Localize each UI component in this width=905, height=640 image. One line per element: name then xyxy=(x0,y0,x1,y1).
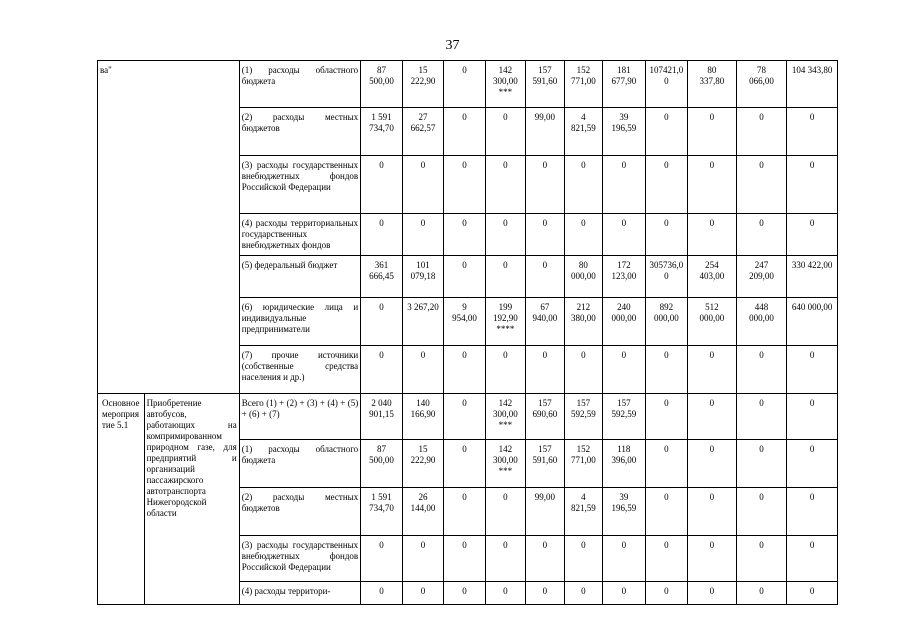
value-cell: 0 xyxy=(402,582,444,605)
funding-source-cell: (3) расходы государственных внебюджетных фондов Российской Федерации xyxy=(239,156,360,214)
value-cell: 199 192,90 **** xyxy=(485,298,525,346)
value-cell: 27 662,57 xyxy=(402,108,444,156)
value-cell: 0 xyxy=(444,440,486,488)
value-cell: 448 000,00 xyxy=(736,298,787,346)
value-cell: 67 940,00 xyxy=(526,298,564,346)
value-cell: 157 591,60 xyxy=(526,61,564,108)
value-cell: 157 591,60 xyxy=(526,440,564,488)
value-cell: 0 xyxy=(485,488,525,536)
value-cell: 0 xyxy=(361,346,403,394)
value-cell: 0 xyxy=(444,256,486,298)
value-cell: 0 xyxy=(688,440,737,488)
value-cell: 0 xyxy=(444,214,486,256)
value-cell: 0 xyxy=(645,488,688,536)
value-cell: 512 000,00 xyxy=(688,298,737,346)
value-cell: 140 166,90 xyxy=(402,394,444,440)
value-cell: 0 xyxy=(361,156,403,214)
value-cell: 107421,0 0 xyxy=(645,61,688,108)
value-cell: 0 xyxy=(688,488,737,536)
value-cell: 0 xyxy=(645,582,688,605)
value-cell: 0 xyxy=(688,394,737,440)
value-cell: 0 xyxy=(645,394,688,440)
value-cell: 0 xyxy=(736,536,787,582)
value-cell: 0 xyxy=(564,156,602,214)
value-cell: 152 771,00 xyxy=(564,61,602,108)
budget-table-body xyxy=(98,61,838,605)
value-cell: 152 771,00 xyxy=(564,440,602,488)
table-row xyxy=(98,394,838,440)
value-cell: 0 xyxy=(787,394,838,440)
value-cell: 0 xyxy=(485,156,525,214)
table-row xyxy=(98,61,838,108)
value-cell: 0 xyxy=(688,214,737,256)
value-cell: 0 xyxy=(603,214,646,256)
value-cell: 0 xyxy=(444,488,486,536)
value-cell: 80 000,00 xyxy=(564,256,602,298)
value-cell: 0 xyxy=(564,346,602,394)
value-cell: 0 xyxy=(526,214,564,256)
funding-source-cell: (5) федеральный бюджет xyxy=(239,256,360,298)
value-cell: 0 xyxy=(645,536,688,582)
value-cell: 172 123,00 xyxy=(603,256,646,298)
value-cell: 0 xyxy=(736,346,787,394)
value-cell: 0 xyxy=(485,582,525,605)
value-cell: 0 xyxy=(402,346,444,394)
value-cell: 15 222,90 xyxy=(402,61,444,108)
value-cell: 0 xyxy=(444,61,486,108)
value-cell: 87 500,00 xyxy=(361,61,403,108)
value-cell: 0 xyxy=(736,394,787,440)
value-cell: 0 xyxy=(564,214,602,256)
value-cell: 0 xyxy=(787,440,838,488)
value-cell: 361 666,45 xyxy=(361,256,403,298)
value-cell: 0 xyxy=(526,256,564,298)
funding-source-cell: (3) расходы государственных внебюджетных фондов Российской Федерации xyxy=(239,536,360,582)
value-cell: 0 xyxy=(603,536,646,582)
funding-source-cell: Всего (1) + (2) + (3) + (4) + (5) + (6) + (7) xyxy=(239,394,360,440)
value-cell: 0 xyxy=(736,108,787,156)
value-cell: 2 040 901,15 xyxy=(361,394,403,440)
value-cell: 0 xyxy=(688,108,737,156)
value-cell: 254 403,00 xyxy=(688,256,737,298)
value-cell: 0 xyxy=(787,108,838,156)
funding-source-cell: (1) расходы областного бюджета xyxy=(239,440,360,488)
value-cell: 0 xyxy=(444,582,486,605)
value-cell: 142 300,00 *** xyxy=(485,440,525,488)
funding-source-cell: (2) расходы местных бюджетов xyxy=(239,108,360,156)
value-cell: 3 267,20 xyxy=(402,298,444,346)
value-cell: 39 196,59 xyxy=(603,108,646,156)
budget-table xyxy=(97,60,838,605)
value-cell: 0 xyxy=(603,346,646,394)
value-cell: 0 xyxy=(361,214,403,256)
continued-label-cell: ва" xyxy=(98,61,240,394)
value-cell: 15 222,90 xyxy=(402,440,444,488)
value-cell: 0 xyxy=(688,536,737,582)
value-cell: 0 xyxy=(564,536,602,582)
value-cell: 0 xyxy=(485,346,525,394)
value-cell: 0 xyxy=(736,582,787,605)
value-cell: 0 xyxy=(361,582,403,605)
value-cell: 157 690,60 xyxy=(526,394,564,440)
value-cell: 0 xyxy=(688,346,737,394)
value-cell: 0 xyxy=(645,156,688,214)
value-cell: 142 300,00 *** xyxy=(485,394,525,440)
value-cell: 0 xyxy=(444,394,486,440)
value-cell: 0 xyxy=(645,108,688,156)
value-cell: 0 xyxy=(402,214,444,256)
value-cell: 305736,0 0 xyxy=(645,256,688,298)
value-cell: 9 954,00 xyxy=(444,298,486,346)
value-cell: 0 xyxy=(736,214,787,256)
value-cell: 0 xyxy=(603,582,646,605)
value-cell: 0 xyxy=(526,156,564,214)
value-cell: 0 xyxy=(485,256,525,298)
value-cell: 142 300,00 *** xyxy=(485,61,525,108)
value-cell: 0 xyxy=(787,156,838,214)
value-cell: 0 xyxy=(526,536,564,582)
value-cell: 240 000,00 xyxy=(603,298,646,346)
value-cell: 212 380,00 xyxy=(564,298,602,346)
funding-source-cell: (2) расходы местных бюджетов xyxy=(239,488,360,536)
value-cell: 181 677,90 xyxy=(603,61,646,108)
value-cell: 118 396,00 xyxy=(603,440,646,488)
value-cell: 0 xyxy=(787,488,838,536)
value-cell: 104 343,80 xyxy=(787,61,838,108)
value-cell: 0 xyxy=(645,214,688,256)
value-cell: 99,00 xyxy=(526,108,564,156)
value-cell: 0 xyxy=(361,536,403,582)
value-cell: 0 xyxy=(736,440,787,488)
value-cell: 0 xyxy=(787,582,838,605)
value-cell: 0 xyxy=(645,440,688,488)
value-cell: 0 xyxy=(526,346,564,394)
measure-label-cell: Основное мероприятие 5.1 xyxy=(98,394,145,605)
value-cell: 0 xyxy=(485,108,525,156)
value-cell: 0 xyxy=(736,488,787,536)
value-cell: 4 821,59 xyxy=(564,488,602,536)
value-cell: 247 209,00 xyxy=(736,256,787,298)
value-cell: 26 144,00 xyxy=(402,488,444,536)
value-cell: 0 xyxy=(444,346,486,394)
funding-source-cell: (4) расходы территориальных государственных внебюджетных фондов xyxy=(239,214,360,256)
funding-source-cell: (6) юридические лица и индивидуальные предприниматели xyxy=(239,298,360,346)
funding-source-cell: (7) прочие источники (собственные средства населения и др.) xyxy=(239,346,360,394)
value-cell: 330 422,00 xyxy=(787,256,838,298)
value-cell: 0 xyxy=(688,156,737,214)
funding-source-cell: (4) расходы территори- xyxy=(239,582,360,605)
value-cell: 0 xyxy=(688,582,737,605)
value-cell: 892 000,00 xyxy=(645,298,688,346)
value-cell: 0 xyxy=(361,298,403,346)
value-cell: 640 000,00 xyxy=(787,298,838,346)
value-cell: 80 337,80 xyxy=(688,61,737,108)
value-cell: 0 xyxy=(444,156,486,214)
value-cell: 0 xyxy=(603,156,646,214)
funding-source-cell: (1) расходы областного бюджета xyxy=(239,61,360,108)
value-cell: 0 xyxy=(444,536,486,582)
value-cell: 0 xyxy=(787,214,838,256)
value-cell: 157 592,59 xyxy=(564,394,602,440)
value-cell: 78 066,00 xyxy=(736,61,787,108)
value-cell: 0 xyxy=(402,536,444,582)
value-cell: 87 500,00 xyxy=(361,440,403,488)
value-cell: 0 xyxy=(787,346,838,394)
value-cell: 1 591 734,70 xyxy=(361,488,403,536)
value-cell: 39 196,59 xyxy=(603,488,646,536)
value-cell: 157 592,59 xyxy=(603,394,646,440)
value-cell: 0 xyxy=(736,156,787,214)
value-cell: 0 xyxy=(485,214,525,256)
value-cell: 4 821,59 xyxy=(564,108,602,156)
value-cell: 0 xyxy=(444,108,486,156)
measure-description-cell: Приобретение автобусов, работающих на компримированном природном газе, для предприятий и организаций пассажирского автотранспорта Нижегородской области xyxy=(144,394,239,605)
value-cell: 0 xyxy=(402,156,444,214)
value-cell: 0 xyxy=(526,582,564,605)
value-cell: 0 xyxy=(485,536,525,582)
value-cell: 1 591 734,70 xyxy=(361,108,403,156)
value-cell: 0 xyxy=(645,346,688,394)
value-cell: 101 079,18 xyxy=(402,256,444,298)
value-cell: 0 xyxy=(564,582,602,605)
value-cell: 0 xyxy=(787,536,838,582)
page-number: 37 xyxy=(445,38,460,53)
value-cell: 99,00 xyxy=(526,488,564,536)
